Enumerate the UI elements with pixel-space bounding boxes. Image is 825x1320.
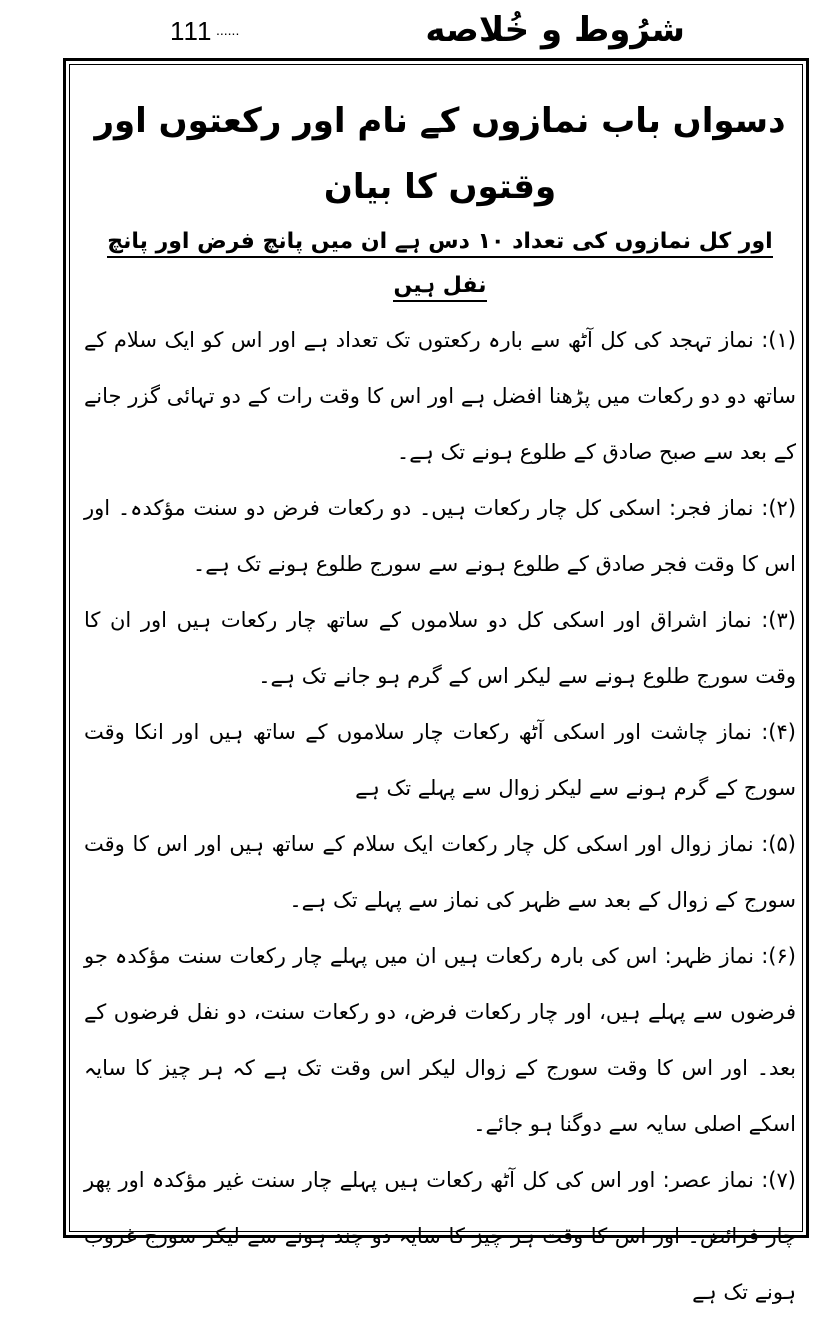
paragraph-text: نماز تہجد کی کل آٹھ سے بارہ رکعتوں تک تعداد ہے اور اس کو ایک سلام کے ساتھ دو دو رکعات میں پڑھنا افضل ہے اور اس کا وقت رات کے دو تہائی گزر جانے کے بعد سے صبح صادق کے طلوع ہونے تک ہے۔ — [84, 328, 796, 464]
paragraph-2 — [84, 480, 796, 592]
paragraph-7 — [84, 1152, 796, 1320]
paragraph-text: نماز زوال اور اسکی کل چار رکعات ایک سلام کے ساتھ ہیں اور اس کا وقت سورج کے زوال کے بعد سے ظہر کی نماز سے پہلے تک ہے۔ — [84, 832, 796, 912]
paragraph-1 — [84, 312, 796, 480]
paragraph-number: (۶): — [761, 944, 796, 968]
page-number: 111 — [170, 16, 213, 46]
paragraph-text: نماز چاشت اور اسکی آٹھ رکعات چار سلاموں کے ساتھ ہیں اور انکا وقت سورج کے گرم ہونے سے لیکر زوال سے پہلے تک ہے — [84, 720, 796, 800]
running-title: شرُوط و خُلاصه — [425, 10, 685, 50]
paragraph-number: (۵): — [761, 832, 796, 856]
chapter-title: دسواں باب نمازوں کے نام اور رکعتوں اور وقتوں کا بیان — [94, 101, 786, 207]
paragraph-5 — [84, 816, 796, 928]
paragraph-text: نماز اشراق اور اسکی کل دو سلاموں کے ساتھ چار رکعات ہیں اور ان کا وقت سورج طلوع ہونے سے لیکر اس کے گرم ہو جانے تک ہے۔ — [84, 608, 796, 688]
paragraph-4 — [84, 704, 796, 816]
paragraph-text: نماز عصر: اور اس کی کل آٹھ رکعات ہیں پہلے چار سنت غیر مؤکدہ اور پھر چار فرائض۔ اور اس کا وقت ہر چیز کا سایہ دو چند ہونے سے لیکر سورج غروب ہونے تک ہے — [84, 1168, 796, 1304]
paragraph-number: (۷): — [761, 1168, 796, 1192]
page-number-leader-dots: ...... — [216, 22, 240, 38]
page-header — [0, 0, 825, 60]
paragraph-number: (۳): — [761, 608, 796, 632]
paragraph-3 — [84, 592, 796, 704]
paragraph-6 — [84, 928, 796, 1152]
paragraph-number: (۴): — [761, 720, 796, 744]
paragraph-number: (۲): — [761, 496, 797, 520]
paragraph-number: (۱): — [761, 328, 796, 352]
paragraph-text: نماز ظہر: اس کی بارہ رکعات ہیں ان میں پہلے چار رکعات سنت مؤکدہ جو فرضوں سے پہلے ہیں، اور چار رکعات فرض، دو رکعات سنت، دو نفل فرضوں کے بعد۔ اور اس کا وقت سورج کے زوال لیکر اس وقت تک ہے کہ ہر چیز کا سایہ اسکے اصلی سایہ سے دوگنا ہو جائے۔ — [84, 944, 796, 1136]
chapter-subtitle-text: اور کل نمازوں کی تعداد ۱۰ دس ہے ان میں پانچ فرض اور پانچ نفل ہیں — [107, 229, 772, 302]
paragraph-text: نماز فجر: اسکی کل چار رکعات ہیں۔ دو رکعات فرض دو سنت مؤکدہ۔ اور اس کا وقت فجر صادق کے طلوع ہونے سے سورج طلوع ہونے تک ہے۔ — [84, 496, 796, 576]
page-content — [84, 88, 796, 1320]
chapter-subtitle — [84, 220, 796, 308]
